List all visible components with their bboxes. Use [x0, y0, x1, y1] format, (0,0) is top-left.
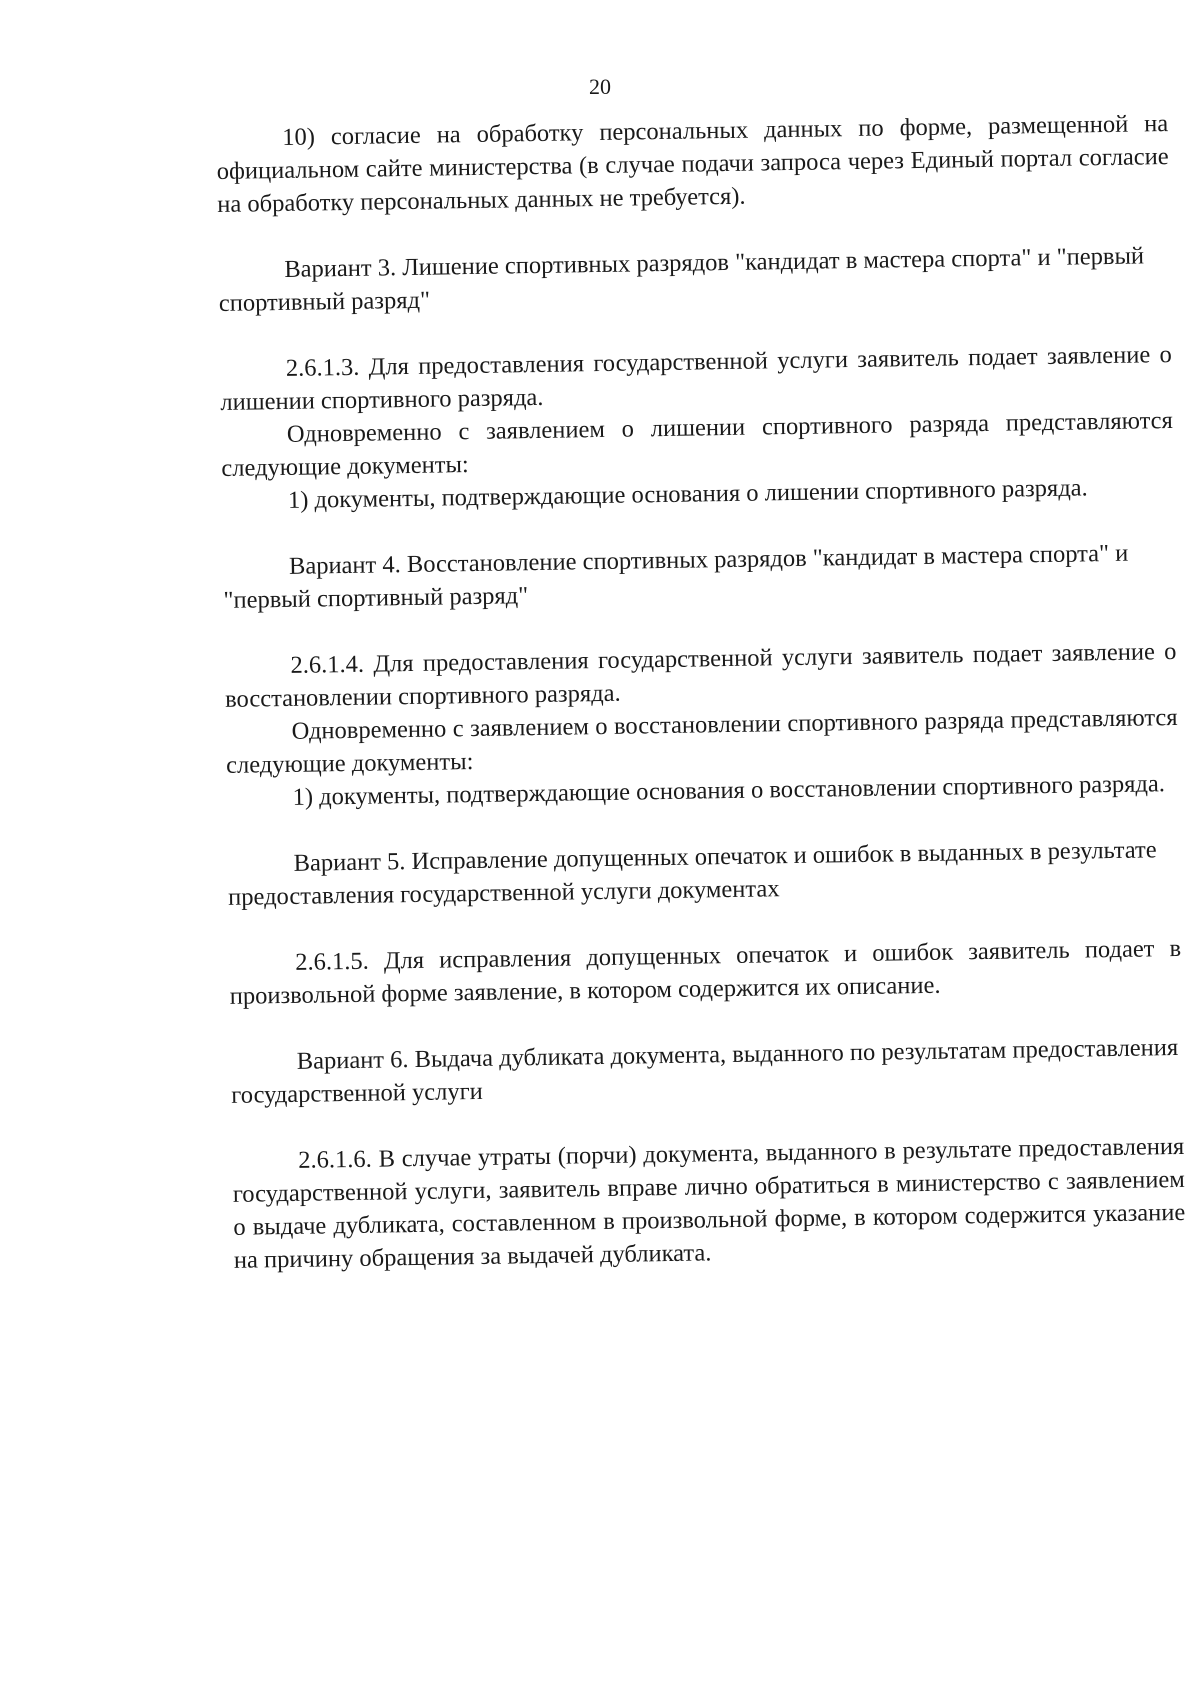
paragraph-consent: 10) согласие на обработку персональных данных по форме, размещенной на официальном сайте министерства (в случае подачи запроса через Единый портал согласие на обработку персональных данных не требуется).: [216, 110, 1169, 218]
paragraph-documents-intro: Одновременно с заявлением о восстановлении спортивного разряда представляются следующие документы:: [225, 703, 1178, 779]
paragraph-2-6-1-4: 2.6.1.4. Для предоставления государственной услуги заявитель подает заявление о восстановлении спортивного разряда.: [224, 637, 1177, 713]
heading-variant-4: Вариант 4. Восстановление спортивных разрядов "кандидат в мастера спорта" и "первый спортивный разряд": [223, 539, 1129, 614]
paragraph-documents-item-1: 1) документы, подтверждающие основания о лишении спортивного разряда.: [287, 474, 1088, 514]
paragraph-documents-item-1: 1) документы, подтверждающие основания о восстановлении спортивного разряда.: [292, 770, 1166, 811]
paragraph-2-6-1-6: 2.6.1.6. В случае утраты (порчи) документа, выданного в результате предоставления государственной услуги, заявитель вправе лично обратиться в министерство с заявлением о выдаче дубликата, составленном в произвольной форме, в котором содержится указание на причину обращения за выдачей дубликата.: [232, 1132, 1186, 1274]
paragraph-2-6-1-5: 2.6.1.5. Для исправления допущенных опечаток и ошибок заявитель подает в произвольной форме заявление, в котором содержится их описание.: [229, 934, 1182, 1010]
heading-variant-6: Вариант 6. Выдача дубликата документа, выданного по результатам предоставления государственной услуги: [231, 1034, 1179, 1109]
paragraph-2-6-1-3: 2.6.1.3. Для предоставления государственной услуги заявитель подает заявление о лишении спортивного разряда.: [220, 341, 1172, 416]
page-number: 20: [589, 74, 611, 99]
heading-variant-5: Вариант 5. Исправление допущенных опечаток и ошибок в выданных в результате предоставления государственной услуги документах: [227, 836, 1157, 911]
paragraph-documents-intro: Одновременно с заявлением о лишении спортивного разряда представляются следующие документы:: [221, 407, 1174, 482]
heading-variant-3: Вариант 3. Лишение спортивных разрядов "кандидат в мастера спорта" и "первый спортивный разряд": [218, 242, 1145, 317]
document-body: [216, 107, 1186, 1277]
